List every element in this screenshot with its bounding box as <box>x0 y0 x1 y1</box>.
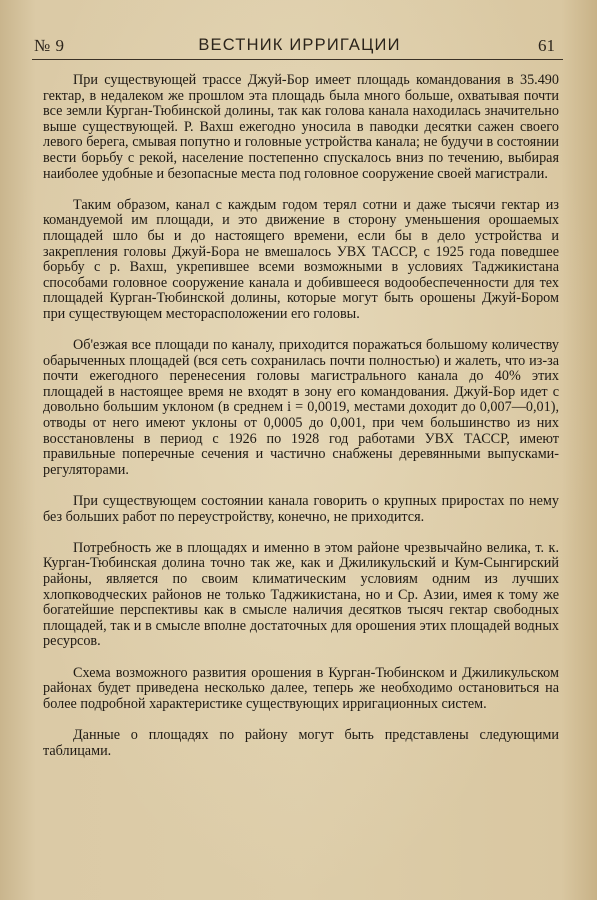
paragraph: Потребность же в площадях и именно в этом районе чрезвычайно велика, т. к. Курган-Тюбинская долина точно так же, как и Джиликульский и Кум-Сынгирский районы, является по своим климатическим условиям одним из лучших хлопководческих районов не только Таджикистана, но и Ср. Азии, имея к тому же богатейшие перспективы как в смысле наличия десятков тысяч гектар свободных площадей, так и в смысле вполне достаточных для орошения этих площадей водных ресурсов. <box>43 539 559 650</box>
paragraph: При существующем состоянии канала говорить о крупных приростах по нему без больших работ по переустройству, конечно, не приходится. <box>43 493 559 525</box>
running-header <box>30 34 569 58</box>
article-body <box>43 73 559 775</box>
page-number: 61 <box>538 36 555 55</box>
paragraph: При существующей трассе Джуй-Бор имеет площадь командования в 35.490 гектар, в недалеком же прошлом эта площадь была много больше, охватывая почти все земли Курган-Тюбинской долины, так как голова канала находилась значительно выше существующей. Р. Вахш ежегодно уносила в паводки десятки сажен своего левого берега, смывая попутно и головные устройства канала; не будучи в состоянии вести борьбу с рекой, население постепенно спускалось вниз по течению, выбирая наиболее удобные и безопасные места под головное сооружение своей магистрали. <box>43 72 559 182</box>
paragraph: Схема возможного развития орошения в Курган-Тюбинском и Джиликульском районах будет приведена несколько далее, теперь же необходимо остановиться на более подробной характеристике существующих ирригационных систем. <box>43 664 559 712</box>
header-rule <box>32 59 563 60</box>
paragraph: Таким образом, канал с каждым годом терял сотни и даже тысячи гектар из командуемой им площади, и это движение в сторону уменьшения орошаемых площадей шло бы и до настоящего времени, если бы в дело устройства и закрепления головы Джуй-Бора не вмешалось УВХ ТАССР, с 1925 года поведшее борьбу с р. Вахш, укрепившее всеми возможными в условиях Таджикистана способами головное сооружение канала и добившееся водообеспеченности для тех площадей Курган-Тюбинской долины, которые могут быть орошены Джуй-Бором при существующем месторасположении его головы. <box>43 196 559 322</box>
issue-number: № 9 <box>34 36 65 55</box>
paragraph: Данные о площадях по району могут быть представлены следующими таблицами. <box>43 726 559 759</box>
paragraph: Об'езжая все площади по каналу, приходится поражаться большому количеству обарыченных площадей (вся сеть сохранилась почти полностью) и жалеть, что из-за почти ежегодного перенесения головы магистрального канала до 40% этих площадей в настоящее время не входят в зону его командования. Джуй-Бор идет с довольно большим уклоном (в среднем i = 0,0019, местами доходит до 0,007—0,01), отводы от него имеют уклоны от 0,0005 до 0,001, при чем большинство из них восстановлены в период с 1926 по 1928 год работами УВХ ТАССР, имеют правильные поперечные сечения и частично снабжены деревянными выпусками-регуляторами. <box>43 337 559 478</box>
journal-title: ВЕСТНИК ИРРИГАЦИИ <box>198 36 401 54</box>
